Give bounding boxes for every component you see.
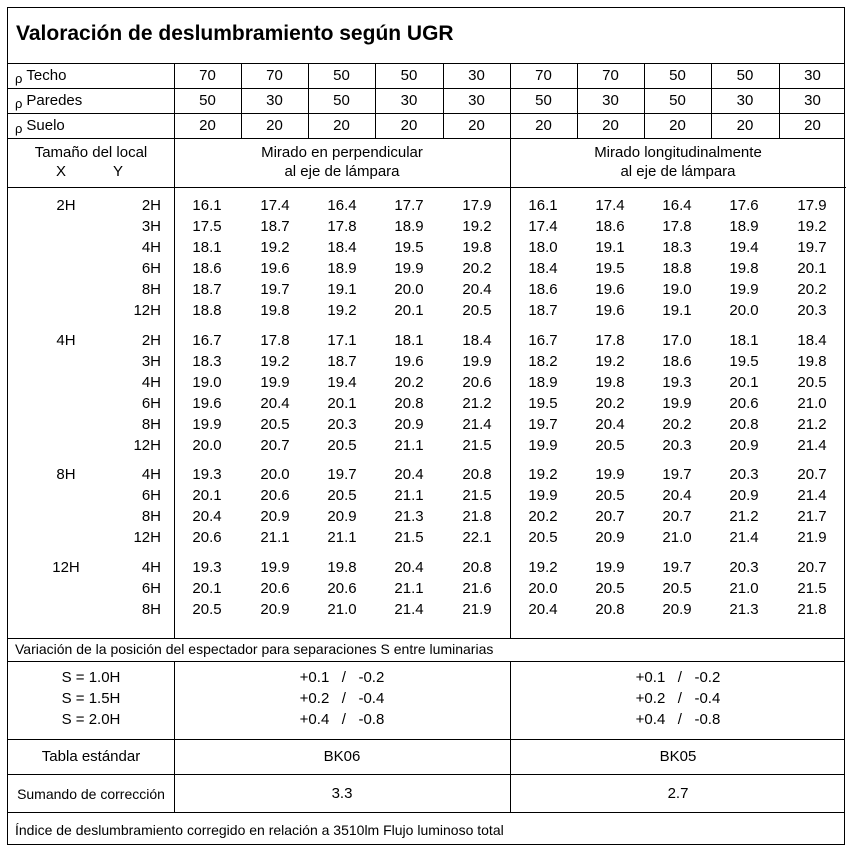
ugr-perpendicular-value: 21.1 — [260, 529, 290, 546]
ugr-perpendicular-value: 19.2 — [327, 302, 357, 319]
ugr-perpendicular-value: 19.8 — [260, 302, 290, 319]
ugr-perpendicular-value: 19.8 — [327, 559, 357, 576]
ugr-perpendicular-value: 21.1 — [394, 580, 424, 597]
ugr-longitudinal-value: 20.2 — [595, 395, 625, 412]
ugr-longitudinal-value: 19.8 — [729, 260, 759, 277]
ugr-perpendicular-value: 21.1 — [394, 437, 424, 454]
room-y-header: Y — [112, 163, 123, 180]
ugr-perpendicular-value: 21.1 — [327, 529, 357, 546]
ugr-perpendicular-value: 16.7 — [192, 332, 222, 349]
ugr-longitudinal-value: 21.4 — [797, 437, 827, 454]
grid-line — [8, 638, 844, 639]
ugr-perpendicular-value: 18.7 — [327, 353, 357, 370]
correction-perpendicular: 3.3 — [331, 785, 353, 802]
ugr-perpendicular-value: 17.8 — [260, 332, 290, 349]
ugr-longitudinal-value: 19.7 — [662, 559, 692, 576]
grid-line — [8, 739, 844, 740]
ugr-longitudinal-value: 20.5 — [595, 437, 625, 454]
ugr-longitudinal-value: 18.3 — [662, 239, 692, 256]
ugr-longitudinal-value: 20.4 — [595, 416, 625, 433]
room-y-value: 6H — [141, 580, 161, 597]
reflectance-value: 20 — [736, 117, 754, 134]
ugr-longitudinal-value: 17.9 — [797, 197, 827, 214]
ugr-perpendicular-value: 19.9 — [260, 374, 290, 391]
room-y-value: 8H — [141, 601, 161, 618]
ugr-longitudinal-value: 21.0 — [662, 529, 692, 546]
ugr-perpendicular-value: 19.3 — [192, 466, 222, 483]
ugr-longitudinal-value: 20.9 — [729, 487, 759, 504]
ugr-perpendicular-value: 20.5 — [462, 302, 492, 319]
ugr-perpendicular-value: 19.7 — [327, 466, 357, 483]
perpendicular-header-line1: Mirado en perpendicular — [261, 144, 423, 161]
ugr-perpendicular-value: 22.1 — [462, 529, 492, 546]
spacing-label: S = 1.0H — [61, 669, 121, 686]
room-y-value: 6H — [141, 487, 161, 504]
room-size-header: Tamaño del local — [34, 144, 148, 161]
ugr-longitudinal-value: 20.5 — [528, 529, 558, 546]
ugr-perpendicular-value: 19.2 — [260, 239, 290, 256]
ugr-longitudinal-value: 21.2 — [729, 508, 759, 525]
room-y-value: 12H — [133, 302, 161, 319]
ugr-longitudinal-value: 19.9 — [528, 437, 558, 454]
room-y-value: 2H — [141, 197, 161, 214]
ugr-perpendicular-value: 20.6 — [462, 374, 492, 391]
ugr-perpendicular-value: 19.6 — [394, 353, 424, 370]
ugr-longitudinal-value: 20.3 — [729, 559, 759, 576]
reflectance-label — [15, 67, 66, 85]
variation-perpendicular: +0.1 / -0.2 — [299, 669, 385, 686]
ugr-longitudinal-value: 20.7 — [662, 508, 692, 525]
ugr-longitudinal-value: 17.6 — [729, 197, 759, 214]
ugr-longitudinal-value: 19.7 — [528, 416, 558, 433]
ugr-perpendicular-value: 17.4 — [260, 197, 290, 214]
room-y-value: 6H — [141, 260, 161, 277]
reflectance-value: 30 — [468, 67, 485, 84]
ugr-longitudinal-value: 20.5 — [595, 487, 625, 504]
ugr-longitudinal-value: 18.8 — [662, 260, 692, 277]
room-y-value: 3H — [141, 353, 161, 370]
spacing-label: S = 2.0H — [61, 711, 121, 728]
ugr-longitudinal-value: 20.4 — [528, 601, 558, 618]
variation-longitudinal: +0.1 / -0.2 — [635, 669, 721, 686]
ugr-longitudinal-value: 20.3 — [729, 466, 759, 483]
rho-symbol: ρ — [15, 71, 23, 86]
ugr-perpendicular-value: 19.9 — [394, 260, 424, 277]
ugr-perpendicular-value: 20.2 — [394, 374, 424, 391]
ugr-perpendicular-value: 17.9 — [462, 197, 492, 214]
ugr-longitudinal-value: 19.5 — [528, 395, 558, 412]
grid-line — [8, 812, 844, 813]
ugr-perpendicular-value: 20.5 — [192, 601, 222, 618]
reflectance-value: 70 — [266, 67, 283, 84]
ugr-longitudinal-value: 18.9 — [729, 218, 759, 235]
reflectance-value: 20 — [333, 117, 350, 134]
grid-line — [8, 88, 844, 89]
ugr-longitudinal-value: 19.2 — [528, 466, 558, 483]
variation-longitudinal: +0.4 / -0.8 — [635, 711, 721, 728]
ugr-longitudinal-value: 18.6 — [595, 218, 625, 235]
ugr-longitudinal-value: 19.2 — [595, 353, 625, 370]
reflectance-value: 50 — [669, 67, 686, 84]
room-y-value: 4H — [141, 466, 161, 483]
reflectance-value: 30 — [266, 92, 283, 109]
grid-line — [8, 63, 844, 64]
ugr-longitudinal-value: 19.5 — [729, 353, 759, 370]
ugr-perpendicular-value: 20.9 — [394, 416, 424, 433]
room-x-value: 8H — [56, 466, 76, 483]
reflectance-value: 50 — [199, 92, 216, 109]
reflectance-value: 20 — [199, 117, 216, 134]
ugr-perpendicular-value: 20.6 — [260, 487, 290, 504]
ugr-longitudinal-value: 18.1 — [729, 332, 759, 349]
ugr-longitudinal-value: 21.0 — [797, 395, 827, 412]
footer-note: Índice de deslumbramiento corregido en relación a 3510lm Flujo luminoso total — [15, 822, 504, 838]
grid-line — [8, 113, 844, 114]
reflectance-value: 70 — [535, 67, 552, 84]
ugr-perpendicular-value: 20.8 — [394, 395, 424, 412]
ugr-perpendicular-value: 20.9 — [327, 508, 357, 525]
ugr-longitudinal-value: 20.4 — [662, 487, 692, 504]
ugr-longitudinal-value: 19.7 — [797, 239, 827, 256]
ugr-longitudinal-value: 20.7 — [797, 559, 827, 576]
ugr-perpendicular-value: 20.4 — [462, 281, 492, 298]
standard-table-perpendicular: BK06 — [323, 748, 361, 765]
ugr-perpendicular-value: 19.1 — [327, 281, 357, 298]
ugr-longitudinal-value: 19.6 — [595, 281, 625, 298]
ugr-longitudinal-value: 19.7 — [662, 466, 692, 483]
ugr-longitudinal-value: 20.7 — [797, 466, 827, 483]
room-y-value: 8H — [141, 508, 161, 525]
ugr-longitudinal-value: 19.2 — [797, 218, 827, 235]
ugr-perpendicular-value: 18.3 — [192, 353, 222, 370]
standard-table-longitudinal: BK05 — [659, 748, 697, 765]
reflectance-name: Suelo — [26, 117, 65, 134]
ugr-perpendicular-value: 20.7 — [260, 437, 290, 454]
ugr-longitudinal-value: 20.0 — [729, 302, 759, 319]
ugr-perpendicular-value: 19.9 — [260, 559, 290, 576]
ugr-longitudinal-value: 20.9 — [662, 601, 692, 618]
ugr-longitudinal-value: 16.1 — [528, 197, 558, 214]
ugr-perpendicular-value: 20.6 — [260, 580, 290, 597]
reflectance-value: 50 — [736, 67, 754, 84]
reflectance-value: 50 — [669, 92, 686, 109]
room-y-value: 12H — [133, 437, 161, 454]
ugr-longitudinal-value: 19.3 — [662, 374, 692, 391]
grid-line — [174, 138, 175, 638]
correction-label: Sumando de corrección — [17, 786, 165, 802]
ugr-longitudinal-value: 20.1 — [729, 374, 759, 391]
reflectance-value: 70 — [602, 67, 619, 84]
reflectance-label — [15, 92, 82, 110]
ugr-longitudinal-value: 17.0 — [662, 332, 692, 349]
ugr-longitudinal-value: 21.3 — [729, 601, 759, 618]
ugr-longitudinal-value: 20.1 — [797, 260, 827, 277]
ugr-perpendicular-value: 17.8 — [327, 218, 357, 235]
room-y-value: 8H — [141, 281, 161, 298]
reflectance-value: 70 — [199, 67, 216, 84]
variation-longitudinal: +0.2 / -0.4 — [635, 690, 721, 707]
ugr-perpendicular-value: 19.0 — [192, 374, 222, 391]
ugr-perpendicular-value: 20.4 — [260, 395, 290, 412]
ugr-longitudinal-value: 19.9 — [595, 559, 625, 576]
ugr-longitudinal-value: 18.6 — [528, 281, 558, 298]
ugr-perpendicular-value: 20.5 — [327, 487, 357, 504]
ugr-longitudinal-value: 21.8 — [797, 601, 827, 618]
ugr-longitudinal-value: 17.8 — [662, 218, 692, 235]
room-x-header: X — [55, 163, 66, 180]
reflectance-value: 30 — [602, 92, 619, 109]
ugr-longitudinal-value: 18.2 — [528, 353, 558, 370]
ugr-perpendicular-value: 21.8 — [462, 508, 492, 525]
ugr-perpendicular-value: 20.6 — [192, 529, 222, 546]
ugr-longitudinal-value: 19.6 — [595, 302, 625, 319]
reflectance-value: 30 — [804, 67, 821, 84]
ugr-longitudinal-value: 20.3 — [797, 302, 827, 319]
reflectance-label — [15, 117, 65, 135]
ugr-perpendicular-value: 20.0 — [192, 437, 222, 454]
ugr-perpendicular-value: 20.2 — [462, 260, 492, 277]
ugr-perpendicular-value: 20.9 — [260, 601, 290, 618]
ugr-longitudinal-value: 18.4 — [797, 332, 827, 349]
ugr-perpendicular-value: 18.4 — [327, 239, 357, 256]
reflectance-value: 50 — [333, 67, 350, 84]
reflectance-name: Techo — [26, 67, 67, 84]
ugr-longitudinal-value: 21.5 — [797, 580, 827, 597]
reflectance-value: 20 — [535, 117, 552, 134]
ugr-perpendicular-value: 19.4 — [327, 374, 357, 391]
variation-perpendicular: +0.2 / -0.4 — [299, 690, 385, 707]
grid-line — [8, 774, 844, 775]
ugr-longitudinal-value: 21.2 — [797, 416, 827, 433]
ugr-longitudinal-value: 20.6 — [729, 395, 759, 412]
reflectance-value: 20 — [266, 117, 283, 134]
reflectance-value: 30 — [804, 92, 821, 109]
ugr-longitudinal-value: 16.7 — [528, 332, 558, 349]
ugr-longitudinal-value: 19.8 — [595, 374, 625, 391]
ugr-longitudinal-value: 19.1 — [595, 239, 625, 256]
ugr-longitudinal-value: 17.4 — [528, 218, 558, 235]
ugr-perpendicular-value: 18.9 — [394, 218, 424, 235]
grid-line — [8, 187, 846, 188]
ugr-perpendicular-value: 20.4 — [394, 466, 424, 483]
ugr-longitudinal-value: 20.9 — [595, 529, 625, 546]
ugr-longitudinal-value: 20.0 — [528, 580, 558, 597]
room-y-value: 4H — [141, 559, 161, 576]
ugr-longitudinal-value: 19.8 — [797, 353, 827, 370]
ugr-perpendicular-value: 17.7 — [394, 197, 424, 214]
ugr-longitudinal-value: 18.6 — [662, 353, 692, 370]
ugr-perpendicular-value: 18.7 — [192, 281, 222, 298]
ugr-perpendicular-value: 18.8 — [192, 302, 222, 319]
ugr-longitudinal-value: 19.9 — [729, 281, 759, 298]
ugr-perpendicular-value: 21.5 — [462, 487, 492, 504]
room-y-value: 12H — [133, 529, 161, 546]
ugr-perpendicular-value: 18.1 — [394, 332, 424, 349]
ugr-longitudinal-value: 20.7 — [595, 508, 625, 525]
ugr-perpendicular-value: 21.4 — [394, 601, 424, 618]
ugr-perpendicular-value: 21.2 — [462, 395, 492, 412]
rho-symbol: ρ — [15, 96, 23, 111]
standard-table-label: Tabla estándar — [41, 748, 141, 765]
ugr-perpendicular-value: 19.9 — [192, 416, 222, 433]
ugr-longitudinal-value: 21.4 — [797, 487, 827, 504]
room-y-value: 4H — [141, 239, 161, 256]
ugr-perpendicular-value: 21.4 — [462, 416, 492, 433]
ugr-perpendicular-value: 21.5 — [462, 437, 492, 454]
ugr-longitudinal-value: 20.2 — [662, 416, 692, 433]
ugr-longitudinal-value: 18.9 — [528, 374, 558, 391]
reflectance-value: 50 — [333, 92, 350, 109]
ugr-longitudinal-value: 18.7 — [528, 302, 558, 319]
ugr-perpendicular-value: 17.5 — [192, 218, 222, 235]
reflectance-value: 30 — [400, 92, 418, 109]
ugr-perpendicular-value: 19.5 — [394, 239, 424, 256]
ugr-perpendicular-value: 20.8 — [462, 559, 492, 576]
ugr-perpendicular-value: 20.1 — [327, 395, 357, 412]
ugr-perpendicular-value: 20.8 — [462, 466, 492, 483]
ugr-longitudinal-value: 19.5 — [595, 260, 625, 277]
ugr-perpendicular-value: 18.1 — [192, 239, 222, 256]
ugr-longitudinal-value: 19.2 — [528, 559, 558, 576]
room-x-value: 12H — [52, 559, 80, 576]
ugr-perpendicular-value: 19.2 — [260, 353, 290, 370]
grid-line — [8, 661, 844, 662]
ugr-longitudinal-value: 21.0 — [729, 580, 759, 597]
longitudinal-header-line2: al eje de lámpara — [620, 163, 736, 180]
ugr-perpendicular-value: 20.5 — [260, 416, 290, 433]
correction-longitudinal: 2.7 — [667, 785, 689, 802]
ugr-longitudinal-value: 20.2 — [528, 508, 558, 525]
spacing-label: S = 1.5H — [61, 690, 121, 707]
ugr-perpendicular-value: 19.2 — [462, 218, 492, 235]
reflectance-value: 30 — [736, 92, 754, 109]
ugr-perpendicular-value: 21.5 — [394, 529, 424, 546]
ugr-perpendicular-value: 21.3 — [394, 508, 424, 525]
room-y-value: 4H — [141, 374, 161, 391]
ugr-perpendicular-value: 20.1 — [192, 487, 222, 504]
room-y-value: 2H — [141, 332, 161, 349]
ugr-longitudinal-value: 20.5 — [595, 580, 625, 597]
room-y-value: 6H — [141, 395, 161, 412]
ugr-perpendicular-value: 18.9 — [327, 260, 357, 277]
ugr-longitudinal-value: 21.4 — [729, 529, 759, 546]
reflectance-value: 50 — [400, 67, 418, 84]
ugr-longitudinal-value: 20.3 — [662, 437, 692, 454]
ugr-longitudinal-value: 19.0 — [662, 281, 692, 298]
ugr-perpendicular-value: 16.1 — [192, 197, 222, 214]
room-y-value: 8H — [141, 416, 161, 433]
reflectance-value: 30 — [468, 92, 485, 109]
ugr-perpendicular-value: 16.4 — [327, 197, 357, 214]
ugr-perpendicular-value: 21.0 — [327, 601, 357, 618]
ugr-perpendicular-value: 20.4 — [192, 508, 222, 525]
ugr-perpendicular-value: 20.4 — [394, 559, 424, 576]
rho-symbol: ρ — [15, 121, 23, 136]
ugr-longitudinal-value: 20.5 — [662, 580, 692, 597]
ugr-longitudinal-value: 20.8 — [595, 601, 625, 618]
ugr-perpendicular-value: 18.6 — [192, 260, 222, 277]
ugr-perpendicular-value: 21.1 — [394, 487, 424, 504]
ugr-perpendicular-value: 20.1 — [192, 580, 222, 597]
ugr-perpendicular-value: 21.9 — [462, 601, 492, 618]
ugr-perpendicular-value: 20.9 — [260, 508, 290, 525]
ugr-perpendicular-value: 20.1 — [394, 302, 424, 319]
ugr-perpendicular-value: 21.6 — [462, 580, 492, 597]
reflectance-value: 20 — [669, 117, 686, 134]
room-x-value: 2H — [56, 197, 76, 214]
room-y-value: 3H — [141, 218, 161, 235]
reflectance-value: 20 — [400, 117, 418, 134]
ugr-perpendicular-value: 18.7 — [260, 218, 290, 235]
ugr-longitudinal-value: 18.4 — [528, 260, 558, 277]
ugr-longitudinal-value: 19.1 — [662, 302, 692, 319]
table-title: Valoración de deslumbramiento según UGR — [16, 22, 454, 45]
ugr-longitudinal-value: 19.9 — [595, 466, 625, 483]
ugr-perpendicular-value: 19.6 — [260, 260, 290, 277]
ugr-longitudinal-value: 18.0 — [528, 239, 558, 256]
reflectance-name: Paredes — [26, 92, 83, 109]
ugr-longitudinal-value: 17.8 — [595, 332, 625, 349]
ugr-perpendicular-value: 19.7 — [260, 281, 290, 298]
ugr-perpendicular-value: 19.3 — [192, 559, 222, 576]
grid-line — [510, 138, 511, 638]
ugr-longitudinal-value: 21.7 — [797, 508, 827, 525]
grid-line — [8, 138, 844, 139]
ugr-longitudinal-value: 16.4 — [662, 197, 692, 214]
perpendicular-header-line2: al eje de lámpara — [284, 163, 400, 180]
reflectance-value: 20 — [468, 117, 485, 134]
ugr-longitudinal-value: 20.9 — [729, 437, 759, 454]
reflectance-value: 20 — [804, 117, 821, 134]
ugr-longitudinal-value: 21.9 — [797, 529, 827, 546]
ugr-perpendicular-value: 20.0 — [394, 281, 424, 298]
ugr-perpendicular-value: 19.9 — [462, 353, 492, 370]
room-x-value: 4H — [56, 332, 76, 349]
ugr-perpendicular-value: 19.8 — [462, 239, 492, 256]
ugr-perpendicular-value: 18.4 — [462, 332, 492, 349]
ugr-perpendicular-value: 20.6 — [327, 580, 357, 597]
variation-perpendicular: +0.4 / -0.8 — [299, 711, 385, 728]
ugr-longitudinal-value: 20.2 — [797, 281, 827, 298]
ugr-perpendicular-value: 20.0 — [260, 466, 290, 483]
longitudinal-header-line1: Mirado longitudinalmente — [594, 144, 762, 161]
ugr-longitudinal-value: 20.8 — [729, 416, 759, 433]
variation-title: Variación de la posición del espectador para separaciones S entre luminarias — [15, 641, 494, 657]
ugr-longitudinal-value: 19.4 — [729, 239, 759, 256]
ugr-table-sheet — [7, 7, 845, 845]
ugr-perpendicular-value: 17.1 — [327, 332, 357, 349]
ugr-longitudinal-value: 19.9 — [662, 395, 692, 412]
ugr-longitudinal-value: 17.4 — [595, 197, 625, 214]
ugr-perpendicular-value: 20.5 — [327, 437, 357, 454]
reflectance-value: 50 — [535, 92, 552, 109]
reflectance-value: 20 — [602, 117, 619, 134]
ugr-longitudinal-value: 19.9 — [528, 487, 558, 504]
ugr-longitudinal-value: 20.5 — [797, 374, 827, 391]
ugr-perpendicular-value: 20.3 — [327, 416, 357, 433]
ugr-perpendicular-value: 19.6 — [192, 395, 222, 412]
